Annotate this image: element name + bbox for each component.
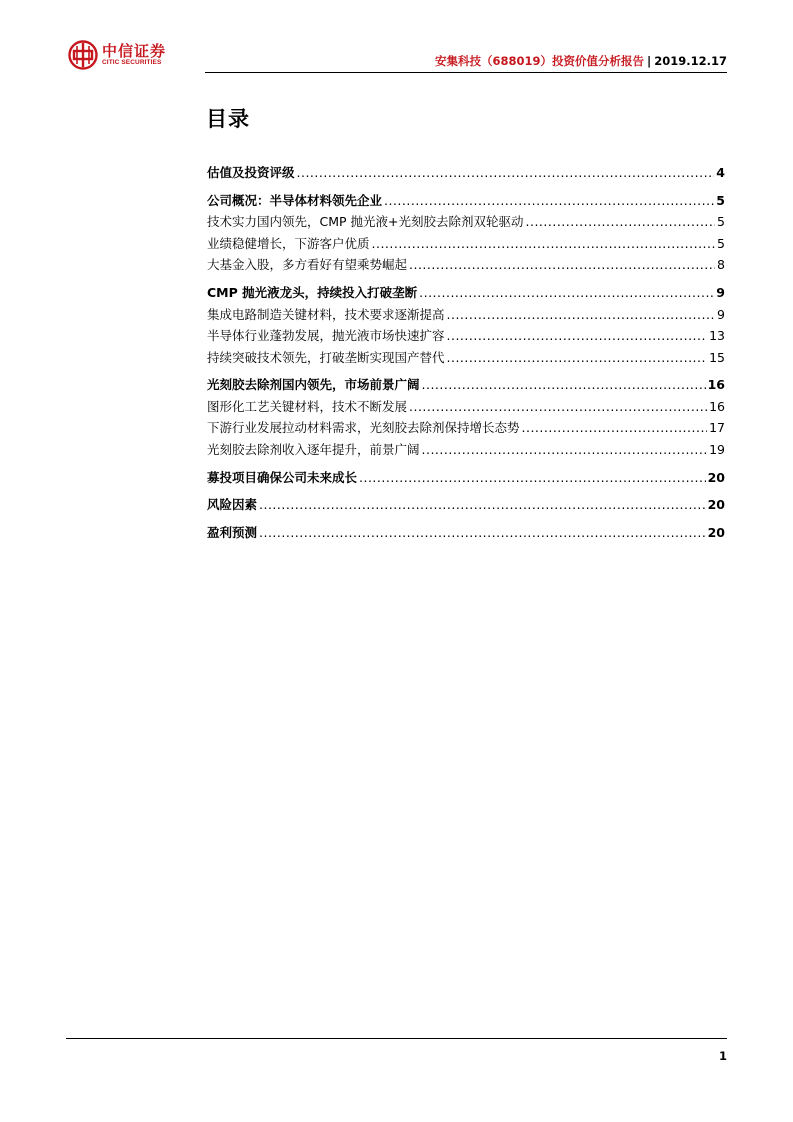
toc-entry[interactable] [207,374,725,396]
toc-entry[interactable] [207,522,725,544]
toc-entry-page: 17 [709,420,725,436]
toc-entry[interactable] [207,282,725,304]
toc-leader-dots [447,325,708,347]
toc-entry-page: 16 [709,398,725,414]
toc-entry-title: 持续突破技术领先，打破垄断实现国产替代 [207,349,445,365]
toc-entry-page: 9 [716,285,725,301]
toc-leader-dots [522,417,708,439]
toc-entry-title: 光刻胶去除剂国内领先，市场前景广阔 [207,377,420,393]
toc-entry[interactable] [207,233,725,255]
toc-entry[interactable] [207,325,725,347]
toc-entry-page: 8 [717,257,725,273]
toc-entry-title: 业绩稳健增长，下游客户优质 [207,235,370,251]
toc-entry[interactable] [207,439,725,461]
toc-entry[interactable] [207,347,725,369]
toc-entry-page: 15 [709,349,725,365]
toc-entry-page: 19 [709,441,725,457]
logo-english-text: CITIC SECURITIES [102,59,162,66]
toc-entry-page: 9 [717,306,725,322]
toc-entry[interactable] [207,417,725,439]
toc-entry-page: 20 [707,525,725,541]
logo-chinese-text: 中信证券 [102,42,167,60]
toc-entry-page: 13 [709,328,725,344]
toc-entry-page: 4 [716,165,725,180]
toc-entry[interactable] [207,467,725,489]
toc-entry[interactable] [207,304,725,326]
toc-entry-title: 半导体行业蓬勃发展，抛光液市场快速扩容 [207,328,445,344]
page-number: 1 [718,1049,727,1063]
toc-entry-title: 光刻胶去除剂收入逐年提升，前景广阔 [207,441,420,457]
toc-entry[interactable] [207,396,725,418]
toc-entry-page: 16 [707,377,725,393]
toc-leader-dots [419,282,714,304]
toc-entry-title: 公司概况：半导体材料领先企业 [207,192,383,208]
header-rule [205,72,727,73]
toc-leader-dots [447,304,716,326]
toc-entry-page: 5 [716,192,725,208]
citic-logo-icon [68,40,98,70]
report-header-info [435,53,727,69]
toc-entry-page: 5 [717,235,725,251]
toc-leader-dots [297,162,715,184]
toc-leader-dots [409,396,707,418]
toc-entry-title: 技术实力国内领先，CMP 抛光液+光刻胶去除剂双轮驱动 [207,214,524,230]
toc-entry-title: 盈利预测 [207,525,258,541]
toc-leader-dots [359,467,706,489]
header-separator: | [647,54,652,68]
toc-entry-page: 20 [707,469,725,485]
toc-entry-title: 风险因素 [207,497,258,513]
toc-entry-page: 20 [707,497,725,513]
toc-leader-dots [447,347,708,369]
toc-entry-title: 图形化工艺关键材料，技术不断发展 [207,398,408,414]
toc-leader-dots [259,494,706,516]
toc-leader-dots [526,211,716,233]
toc-leader-dots [422,374,706,396]
toc-entry-title: CMP 抛光液龙头，持续投入打破垄断 [207,285,418,301]
toc-leader-dots [259,522,706,544]
toc-leader-dots [384,190,714,212]
toc-entry-title: 募投项目确保公司未来成长 [207,469,358,485]
toc-entry-title: 下游行业发展拉动材料需求，光刻胶去除剂保持增长态势 [207,420,520,436]
toc-entry-title: 大基金入股，多方看好有望乘势崛起 [207,257,408,273]
toc-entry[interactable] [207,254,725,276]
report-title: 安集科技（688019）投资价值分析报告 [435,54,645,68]
toc-entry[interactable] [207,211,725,233]
page-header [0,0,793,80]
toc-leader-dots [409,254,715,276]
toc-entry[interactable] [207,494,725,516]
toc-leader-dots [372,233,716,255]
toc-entry-page: 5 [717,214,725,230]
toc-entry[interactable] [207,162,725,184]
footer-rule [66,1038,727,1039]
toc-entry-title: 集成电路制造关键材料，技术要求逐渐提高 [207,306,445,322]
toc-heading: 目录 [206,107,250,131]
toc-entry[interactable] [207,190,725,212]
toc-entry-title: 估值及投资评级 [207,165,295,180]
toc-leader-dots [422,439,708,461]
table-of-contents [207,162,725,544]
report-date: 2019.12.17 [654,54,727,68]
